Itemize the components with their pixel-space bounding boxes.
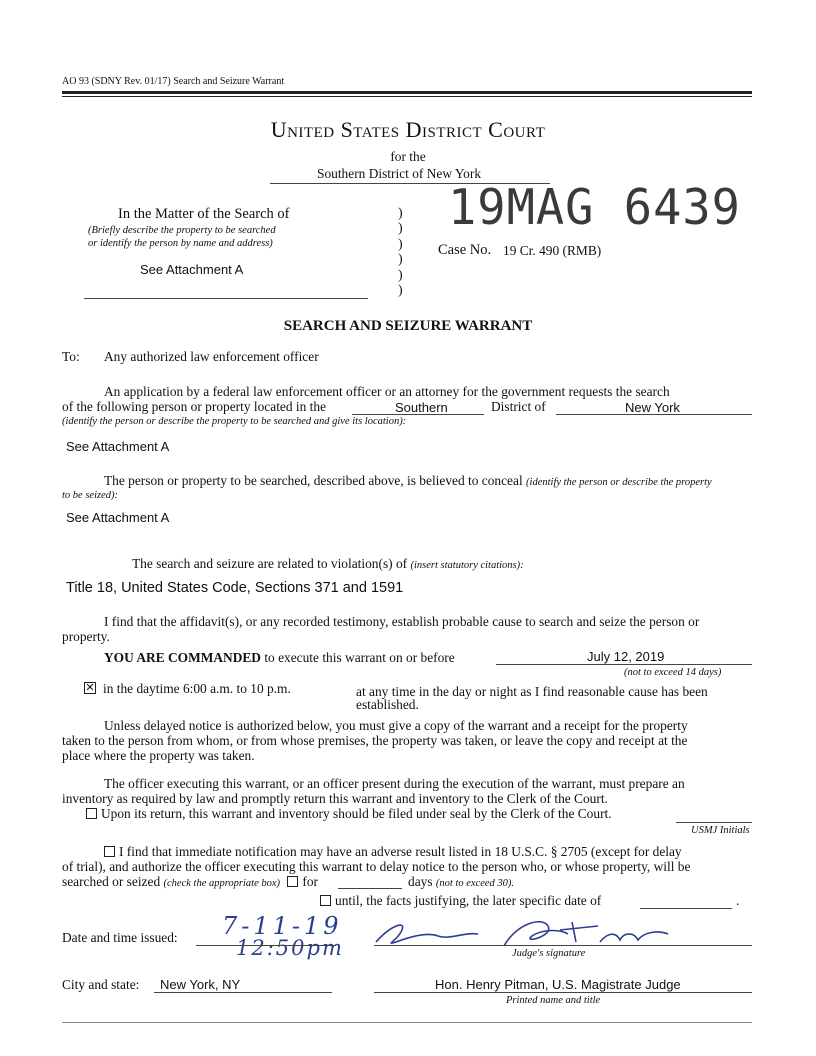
signature-label: Judge's signature <box>512 948 586 959</box>
seal-text: Upon its return, this warrant and inventory should be filed under seal by the Clerk of the Court. <box>101 806 612 821</box>
city-rule <box>154 992 332 993</box>
delayed-notice-line-1: Unless delayed notice is authorized below, you must give a copy of the warrant and a receipt for the property <box>104 718 688 733</box>
application-instruction: (identify the person or describe the property to be searched and give its location): <box>62 416 407 427</box>
court-title: United States District Court <box>270 117 546 142</box>
application-district-rule <box>352 414 484 415</box>
application-district-of: District of <box>491 399 546 414</box>
notification-text-1: I find that immediate notification may have an adverse result listed in 18 U.S.C. § 2705 (except for delay <box>119 844 682 859</box>
initials-label: USMJ Initials <box>691 825 750 836</box>
conceal-text: The person or property to be searched, described above, is believed to conceal <box>104 473 523 488</box>
conceal-instruction-a: (identify the person or describe the property <box>526 477 712 488</box>
commanded-bold: YOU ARE COMMANDED <box>104 650 261 665</box>
city-value: New York, NY <box>160 977 241 992</box>
notification-line-3 <box>62 874 318 891</box>
issued-time-handwritten: 12:50pm <box>236 936 344 960</box>
matter-rule <box>84 298 368 299</box>
violations-instruction: (insert statutory citations): <box>410 560 524 571</box>
case-label: Case No. <box>438 242 492 258</box>
matter-heading: In the Matter of the Search of <box>118 206 290 222</box>
delayed-notice-line-2: taken to the person from whom, or from whose premises, the property was taken, or leave the copy and receipt at the <box>62 733 688 748</box>
seal-line <box>86 806 612 821</box>
matter-instruction-2: or identify the person by name and address) <box>88 238 273 249</box>
inventory-line-1: The officer executing this warrant, or an officer present during the execution of the warrant, must prepare an <box>104 776 685 791</box>
city-label: City and state: <box>62 977 140 992</box>
footer-rule <box>62 1022 752 1023</box>
affidavit-line-2: property. <box>62 629 110 644</box>
application-state: New York <box>625 400 680 415</box>
matter-instruction-1: (Briefly describe the property to be searched <box>88 225 276 236</box>
conceal-instruction-b: to be seized): <box>62 490 118 501</box>
notification-line-1 <box>104 844 682 859</box>
issued-date-handwritten: 7-11-19 <box>222 912 343 940</box>
violations-text: The search and seizure are related to violation(s) of <box>132 556 408 571</box>
warrant-title: SEARCH AND SEIZURE WARRANT <box>283 318 533 334</box>
commanded-rest: to execute this warrant on or before <box>264 650 455 665</box>
title-label: Printed name and title <box>506 995 601 1006</box>
notification-checkbox[interactable] <box>104 846 115 857</box>
until-date-rule[interactable] <box>640 908 732 909</box>
daytime-label: in the daytime 6:00 a.m. to 10 p.m. <box>103 681 291 696</box>
violations-line <box>132 556 524 573</box>
case-number: 19 Cr. 490 (RMB) <box>503 243 602 258</box>
commanded-line <box>104 650 455 665</box>
judge-name: Hon. Henry Pitman, U.S. Magistrate Judge <box>435 977 681 992</box>
to-value: Any authorized law enforcement officer <box>104 349 319 364</box>
application-state-rule <box>556 414 752 415</box>
judge-name-rule <box>374 992 752 993</box>
until-checkbox[interactable] <box>320 895 331 906</box>
to-label: To: <box>62 349 80 364</box>
conceal-line <box>104 473 712 490</box>
application-line-2: of the following person or property located in the <box>62 399 327 414</box>
commanded-date-rule <box>496 664 752 665</box>
anytime-line-1: at any time in the day or night as I find reasonable cause has been <box>356 684 708 699</box>
days-label: days <box>408 874 433 889</box>
form-id: AO 93 (SDNY Rev. 01/17) Search and Seizure Warrant <box>62 76 285 87</box>
days-line <box>408 874 514 891</box>
issued-rule <box>196 945 336 946</box>
header-rule <box>62 91 752 97</box>
paren-column: ) ) ) ) ) ) <box>398 206 403 299</box>
days-rule[interactable] <box>338 888 402 889</box>
inventory-line-2: inventory as required by law and promptly return this warrant and inventory to the Clerk of the Court. <box>62 791 608 806</box>
notification-line-2: of trial), and authorize the officer executing this warrant to delay notice to the person who, or whose property, will be <box>62 859 691 874</box>
for-label: for <box>302 874 319 889</box>
application-value: See Attachment A <box>66 439 170 454</box>
check-note: (check the appropriate box) <box>163 878 281 889</box>
application-district: Southern <box>395 400 448 415</box>
case-stamp: 19MAG 6439 <box>448 178 741 237</box>
matter-value: See Attachment A <box>140 262 244 277</box>
days-note: (not to exceed 30). <box>435 878 515 889</box>
initials-rule <box>676 822 752 823</box>
until-line <box>320 893 601 908</box>
for-checkbox[interactable] <box>287 876 298 887</box>
issued-label: Date and time issued: <box>62 930 178 945</box>
signature-rule <box>374 945 752 946</box>
until-period: . <box>736 893 740 908</box>
affidavit-line-1: I find that the affidavit(s), or any recorded testimony, establish probable cause to search and seize the person or <box>104 614 700 629</box>
violations-value: Title 18, United States Code, Sections 371 and 1591 <box>66 580 404 596</box>
application-line-1: An application by a federal law enforcement officer or an attorney for the government requests the search <box>104 384 670 399</box>
seal-checkbox[interactable] <box>86 808 97 819</box>
delayed-notice-line-3: place where the property was taken. <box>62 748 255 763</box>
anytime-line-2: established. <box>356 697 419 712</box>
commanded-date: July 12, 2019 <box>587 649 665 664</box>
court-district: Southern District of New York <box>317 166 482 181</box>
for-the: for the <box>390 149 426 164</box>
searched-or-seized: searched or seized <box>62 874 161 889</box>
commanded-note: (not to exceed 14 days) <box>624 667 722 678</box>
until-text: until, the facts justifying, the later specific date of <box>335 893 602 908</box>
daytime-checkbox[interactable]: ✕ <box>85 681 95 694</box>
conceal-value: See Attachment A <box>66 510 170 525</box>
